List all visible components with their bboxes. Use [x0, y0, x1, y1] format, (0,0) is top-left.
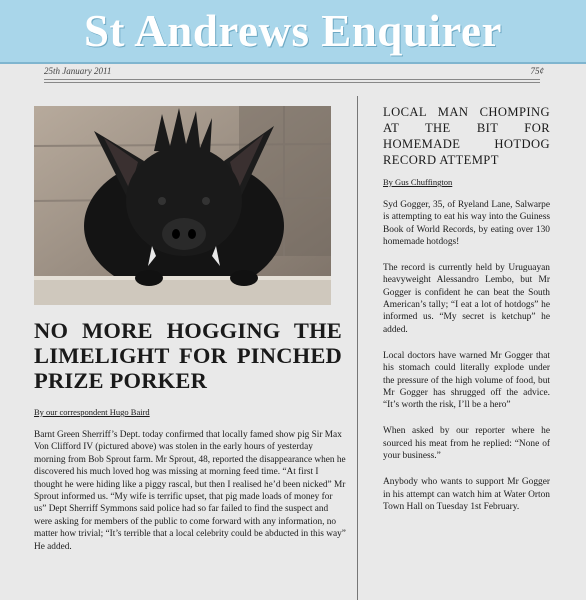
right-paragraph: When asked by our reporter where he sourced his meat from he replied: “None of your business.” — [383, 426, 550, 462]
right-byline: By Gus Chuffington — [383, 177, 453, 187]
issue-date: 25th January 2011 — [44, 66, 112, 76]
top-rule — [44, 79, 540, 80]
bottom-rule — [44, 82, 540, 83]
right-paragraph: Syd Gogger, 35, of Ryeland Lane, Salwarpe is attempting to eat his way into the Guiness Book of World Records, by eating over 130 homemade hotdogs! — [383, 200, 550, 247]
right-article — [383, 104, 550, 513]
main-headline: NO MORE HOGGING THE LIMELIGHT FOR PINCHED PRIZE PORKER — [34, 318, 342, 393]
right-paragraph: Anybody who wants to support Mr Gogger in his attempt can watch him at Water Orton Town Hall on Tuesday 1st February. — [383, 477, 550, 512]
column-divider — [357, 96, 358, 600]
right-paragraph: The record is currently held by Uruguayan heavyweight Alessandro Lembo, but Mr Gogger is confident he can beat the South American’s tally; “I eat a lot of hotdogs” he informed us. “My secret is ketchup” he added. — [383, 263, 550, 335]
left-article-body: Barnt Green Sherriff’s Dept. today confirmed that locally famed show pig Sir Max Von Clifford IV (pictured above) was stolen in the early hours of yesterday morning from Bob Sprout farm. Mr Sprout, 48, reported the disappearance when he discovered his much loved hog was missing at morning feed time. “At first I thought he were hiding like a piggy rascal, but then I realised he’d been nicked” Mr Sprout informed us. “My wife is terrific upset, that pig made loads of money for us” Dept Sherriff Symmons said police had so far failed to find the suspect and were asking for members of the public to come forward with any information, no matter how trivial; “It’s terrible that a local celebrity could be abducted in this way” He added. — [34, 430, 346, 552]
masthead — [0, 0, 586, 64]
right-paragraph: Local doctors have warned Mr Gogger that his stomach could literally explode under the pressure of the high volume of food, but Mr Gogger has shrugged off the advice. “It’s worth the risk, I’ll be a hero” — [383, 350, 550, 411]
newspaper-title: St Andrews Enquirer — [84, 6, 502, 56]
dateline — [44, 66, 544, 76]
left-byline: By our correspondent Hugo Baird — [34, 407, 150, 417]
issue-price: 75¢ — [530, 66, 544, 76]
pig-photo — [34, 106, 331, 305]
pig-illustration — [34, 106, 331, 305]
right-headline: LOCAL MAN CHOMPING AT THE BIT FOR HOMEMADE HOTDOG RECORD ATTEMPT — [383, 105, 550, 167]
